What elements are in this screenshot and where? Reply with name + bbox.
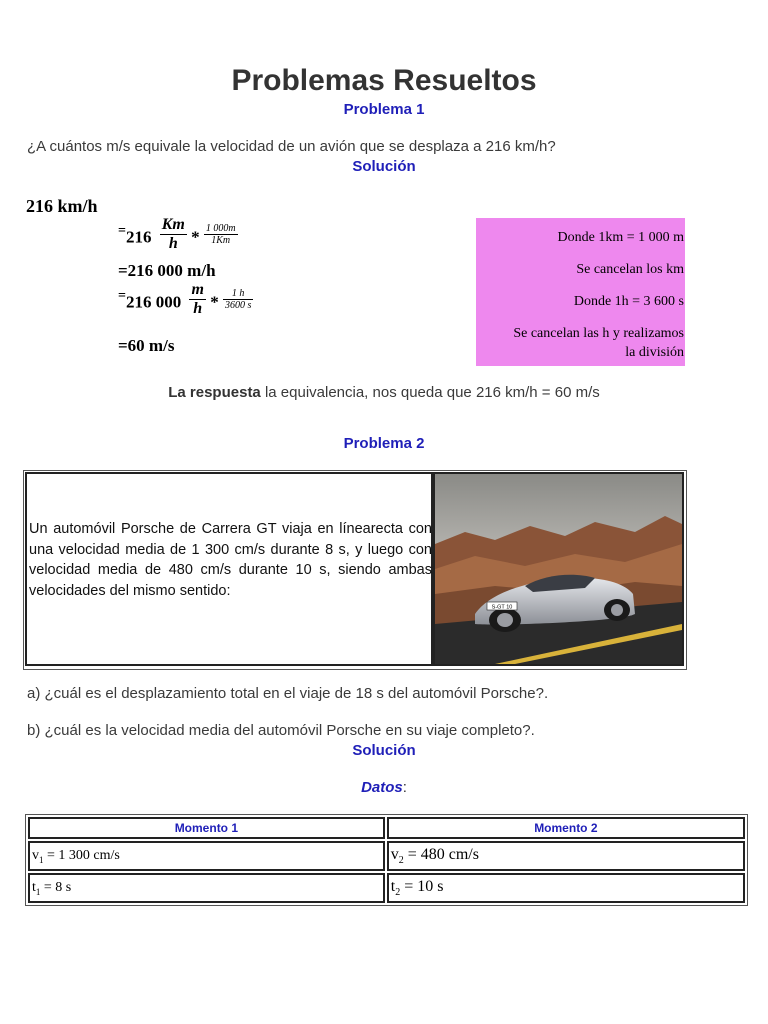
step1-value: 216 <box>125 227 152 247</box>
problem1-heading: Problema 1 <box>343 101 425 118</box>
cell-t1: $t_1 = 8$ s <box>28 873 385 903</box>
problem1-question: ¿A cuántos m/s equivale la velocidad de un avión que se desplaza a 216 km/h? <box>27 138 556 155</box>
table-header-row <box>28 817 745 839</box>
step3-conversion-fraction: $\frac{1 h}{3600 s}$ <box>224 288 252 311</box>
header-momento-2: Momento 2 <box>387 817 745 839</box>
multiply-sign: * <box>191 227 200 247</box>
notes-box <box>476 218 685 366</box>
step3-expression <box>118 281 253 318</box>
equals-sign: = <box>118 223 126 239</box>
cell-v2: $v_2 = 480$ cm/s <box>387 841 745 871</box>
note-3: Donde 1h = 3 600 s <box>573 294 684 309</box>
step2-expression: =216 000 m/h <box>118 261 216 280</box>
license-plate: S-GT 10 <box>491 604 513 611</box>
data-table <box>25 814 748 906</box>
start-value: 216 km/h <box>26 196 98 216</box>
step1-conversion-fraction: $\frac{1 000m}{1Km}$ <box>205 223 236 246</box>
problem2-solution-heading: Solución <box>352 742 416 759</box>
cell-t2: $t_2 = 10$ s <box>387 873 745 903</box>
answer-text: la equivalencia, nos queda que 216 km/h = 60 m/s <box>260 384 600 401</box>
note-2: Se cancelan los km <box>576 262 684 277</box>
answer-label: La respuesta <box>168 384 261 401</box>
step3-unit-fraction: $\frac{m}{h}$ <box>191 281 204 317</box>
table-row <box>28 873 745 903</box>
statement-cell <box>25 472 433 666</box>
question-a: a) ¿cuál es el desplazamiento total en el viaje de 18 s del automóvil Porsche?. <box>27 685 549 702</box>
note-5: la división <box>625 345 684 360</box>
problem1-solution-heading: Solución <box>352 158 416 175</box>
question-b: b) ¿cuál es la velocidad media del automóvil Porsche en su viaje completo?. <box>27 722 535 739</box>
equals-sign: = <box>118 288 126 304</box>
note-1: Donde 1km = 1 000 m <box>557 230 684 245</box>
datos-label: Datos: <box>361 779 407 796</box>
step3-value: 216 000 <box>125 292 182 312</box>
multiply-sign: * <box>210 292 219 312</box>
step1-unit-fraction: $\frac{Km}{h}$ <box>161 216 185 252</box>
porsche-photo <box>435 474 682 664</box>
page-title: Problemas Resueltos <box>231 64 537 97</box>
car-image <box>433 472 684 666</box>
problem2-frame <box>23 470 687 670</box>
problem1-answer <box>0 384 768 401</box>
problem2-heading: Problema 2 <box>343 435 425 452</box>
step4-expression: =60 m/s <box>118 336 175 355</box>
step1-expression <box>118 216 238 253</box>
cell-v1: $v_1 = 1$ 300 cm/s <box>28 841 385 871</box>
header-momento-1: Momento 1 <box>28 817 385 839</box>
problem2-statement: Un automóvil Porsche de Carrera GT viaja en línearecta con una velocidad media de 1 300 cm/s durante 8 s, y luego con velocidad media de 480 cm/s durante 10 s, siendo ambas velocidades del mismo sentido: <box>29 521 432 599</box>
note-4: Se cancelan las h y realizamos <box>513 326 684 341</box>
table-row <box>28 841 745 871</box>
